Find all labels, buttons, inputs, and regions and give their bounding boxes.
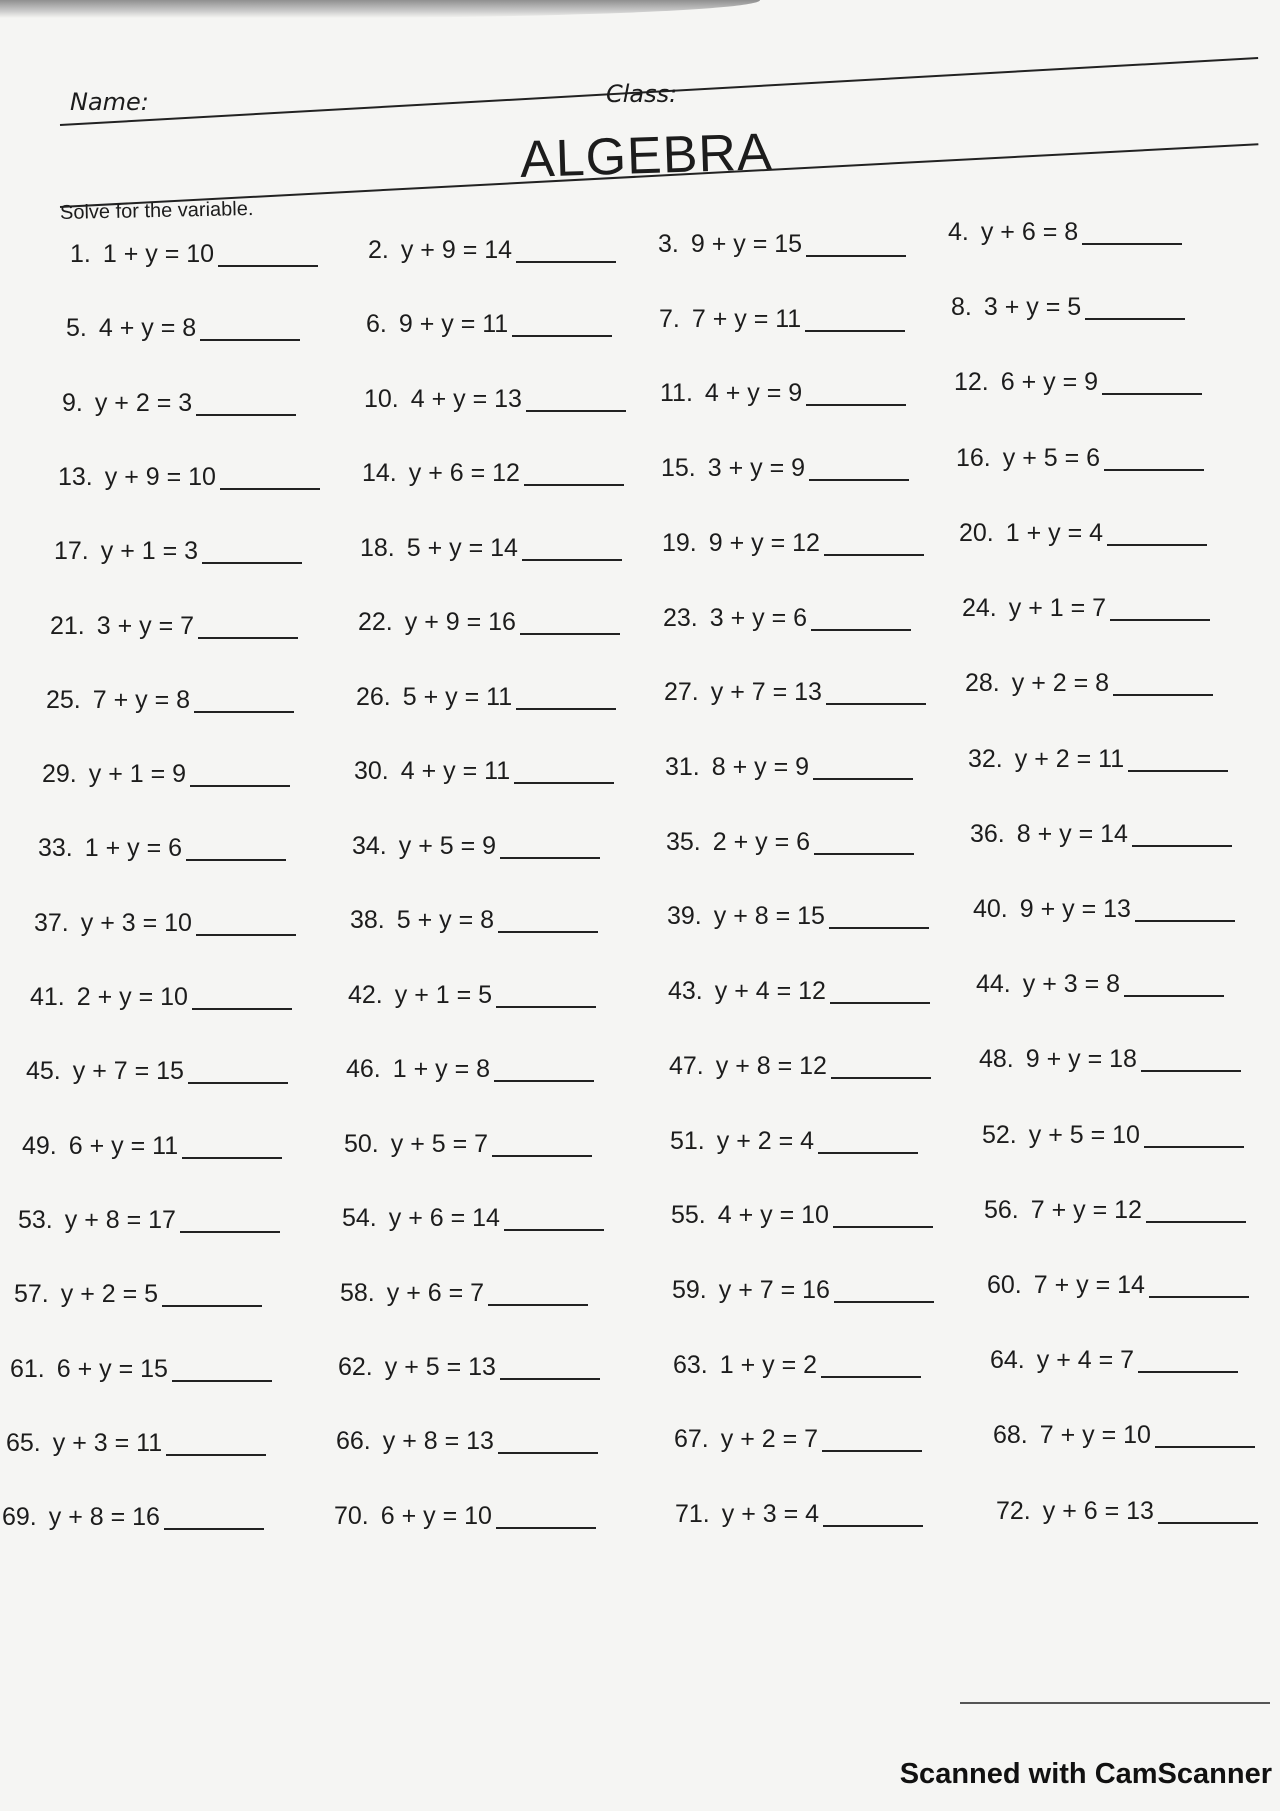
problem-equation: 9 + y = 13 (1019, 895, 1131, 923)
problem-equation: 3 + y = 5 (983, 293, 1082, 321)
answer-blank[interactable] (496, 1527, 596, 1529)
problem-equation: 7 + y = 12 (1030, 1196, 1142, 1224)
answer-blank[interactable] (806, 404, 906, 406)
camscanner-watermark: Scanned with CamScanner (899, 1758, 1272, 1790)
answer-blank[interactable] (180, 1231, 280, 1233)
problem-number: 24. (962, 594, 997, 622)
answer-blank[interactable] (186, 859, 286, 861)
problem-equation: 1 + y = 8 (392, 1055, 491, 1083)
problem-50 (344, 1130, 592, 1159)
problem-48 (979, 1045, 1241, 1074)
problem-number: 9. (62, 389, 83, 417)
problem-18 (360, 534, 622, 563)
problem-38 (350, 906, 598, 935)
problem-number: 71. (675, 1500, 710, 1528)
problem-1 (70, 240, 318, 269)
answer-blank[interactable] (488, 1304, 588, 1306)
problem-equation: y + 4 = 12 (714, 977, 826, 1005)
problem-23 (663, 604, 911, 633)
problem-37 (34, 909, 296, 938)
problem-51 (670, 1127, 918, 1156)
problem-number: 18. (360, 534, 395, 562)
problem-equation: y + 8 = 16 (48, 1503, 160, 1531)
problem-number: 4. (948, 218, 969, 246)
problem-number: 44. (976, 970, 1011, 998)
problem-equation: y + 5 = 6 (1002, 444, 1101, 472)
problem-63 (673, 1351, 921, 1380)
problem-number: 40. (973, 895, 1008, 923)
instructions: Solve for the variable. (59, 197, 254, 224)
answer-blank[interactable] (512, 335, 612, 337)
problem-equation: y + 9 = 16 (404, 608, 516, 636)
answer-blank[interactable] (520, 633, 620, 635)
problem-28 (965, 669, 1213, 698)
answer-blank[interactable] (1135, 920, 1235, 922)
problem-number: 5. (66, 314, 87, 342)
problem-21 (50, 612, 298, 641)
problem-number: 39. (667, 902, 702, 930)
problem-equation: y + 6 = 12 (408, 459, 520, 487)
problem-equation: y + 2 = 5 (60, 1280, 159, 1308)
problem-equation: 1 + y = 6 (84, 834, 183, 862)
answer-blank[interactable] (1149, 1296, 1249, 1298)
problem-number: 26. (356, 683, 391, 711)
problem-number: 6. (366, 310, 387, 338)
problem-number: 49. (22, 1132, 57, 1160)
problem-number: 63. (673, 1351, 708, 1379)
problem-24 (962, 594, 1210, 623)
problem-64 (990, 1346, 1238, 1375)
answer-blank[interactable] (526, 410, 626, 412)
problem-45 (26, 1057, 288, 1086)
answer-blank[interactable] (821, 1376, 921, 1378)
problem-equation: 6 + y = 11 (68, 1132, 179, 1160)
answer-blank[interactable] (516, 708, 616, 710)
problem-7 (659, 305, 905, 334)
problem-34 (352, 832, 600, 861)
answer-blank[interactable] (1128, 770, 1228, 772)
problem-equation: y + 5 = 10 (1028, 1121, 1140, 1149)
class-label: Class: (606, 80, 678, 108)
problem-equation: y + 6 = 13 (1042, 1497, 1154, 1525)
problem-number: 36. (970, 820, 1005, 848)
problem-number: 54. (342, 1204, 377, 1232)
problem-number: 2. (368, 236, 389, 264)
answer-blank[interactable] (805, 330, 905, 332)
problem-equation: y + 8 = 17 (64, 1206, 176, 1234)
problem-number: 67. (674, 1425, 709, 1453)
problem-9 (62, 389, 296, 418)
problem-equation: y + 8 = 15 (713, 902, 825, 930)
problem-equation: 2 + y = 10 (76, 983, 188, 1011)
problem-number: 31. (665, 753, 700, 781)
problem-number: 48. (979, 1045, 1014, 1073)
problem-equation: y + 1 = 5 (394, 981, 493, 1009)
problem-equation: y + 2 = 11 (1014, 745, 1125, 773)
problem-equation: 4 + y = 8 (98, 314, 197, 342)
problem-22 (358, 608, 620, 637)
problem-number: 45. (26, 1057, 61, 1085)
problem-equation: 1 + y = 2 (719, 1351, 818, 1379)
problem-46 (346, 1055, 594, 1084)
problem-equation: 3 + y = 9 (707, 454, 806, 482)
problem-equation: 7 + y = 11 (691, 305, 802, 333)
problem-number: 13. (58, 463, 93, 491)
problem-equation: y + 4 = 7 (1036, 1346, 1135, 1374)
answer-blank[interactable] (1141, 1070, 1241, 1072)
problem-68 (993, 1421, 1255, 1450)
problem-number: 66. (336, 1427, 371, 1455)
problem-number: 72. (996, 1497, 1031, 1525)
problem-equation: y + 1 = 3 (100, 537, 199, 565)
problem-number: 55. (671, 1201, 706, 1229)
problem-number: 23. (663, 604, 698, 632)
problem-equation: 9 + y = 18 (1025, 1045, 1137, 1073)
answer-blank[interactable] (1155, 1446, 1255, 1448)
problem-equation: 7 + y = 8 (92, 686, 191, 714)
problem-20 (959, 519, 1207, 548)
problem-67 (674, 1425, 922, 1454)
problem-number: 51. (670, 1127, 705, 1155)
problem-equation: 3 + y = 6 (709, 604, 808, 632)
problem-62 (338, 1353, 600, 1382)
problem-number: 3. (658, 230, 679, 258)
problem-56 (984, 1196, 1246, 1225)
problem-number: 69. (2, 1503, 37, 1531)
footer-line (960, 1702, 1270, 1704)
problem-number: 34. (352, 832, 387, 860)
problem-54 (342, 1204, 604, 1233)
problem-8 (951, 293, 1185, 322)
answer-blank[interactable] (830, 1002, 930, 1004)
problem-equation: y + 3 = 10 (80, 909, 192, 937)
problem-equation: y + 2 = 4 (716, 1127, 815, 1155)
problem-number: 35. (666, 828, 701, 856)
problem-31 (665, 753, 913, 782)
problem-number: 8. (951, 293, 972, 321)
problem-number: 20. (959, 519, 994, 547)
answer-blank[interactable] (814, 853, 914, 855)
problem-number: 25. (46, 686, 81, 714)
problem-equation: 3 + y = 7 (96, 612, 195, 640)
answer-blank[interactable] (498, 931, 598, 933)
answer-blank[interactable] (1104, 469, 1204, 471)
answer-blank[interactable] (496, 1006, 596, 1008)
problem-58 (340, 1279, 588, 1308)
problem-equation: 6 + y = 15 (56, 1355, 168, 1383)
answer-blank[interactable] (1113, 694, 1213, 696)
problem-42 (348, 981, 596, 1010)
answer-blank[interactable] (1132, 845, 1232, 847)
answer-blank[interactable] (220, 488, 320, 490)
answer-blank[interactable] (522, 559, 622, 561)
problem-40 (973, 895, 1235, 924)
problem-number: 59. (672, 1276, 707, 1304)
problem-number: 37. (34, 909, 69, 937)
problem-70 (334, 1502, 596, 1531)
answer-blank[interactable] (829, 927, 929, 929)
problem-57 (14, 1280, 262, 1309)
problem-equation: y + 7 = 15 (72, 1057, 184, 1085)
answer-blank[interactable] (1085, 318, 1185, 320)
problem-number: 7. (659, 305, 680, 333)
answer-blank[interactable] (500, 857, 600, 859)
problem-equation: 2 + y = 6 (712, 828, 811, 856)
problem-number: 12. (954, 368, 989, 396)
problem-number: 11. (660, 379, 693, 407)
answer-blank[interactable] (524, 484, 624, 486)
problem-number: 47. (669, 1052, 704, 1080)
problem-equation: y + 9 = 10 (104, 463, 216, 491)
problem-33 (38, 834, 286, 863)
problem-equation: y + 1 = 9 (88, 760, 187, 788)
answer-blank[interactable] (200, 339, 300, 341)
problem-equation: 4 + y = 9 (704, 379, 803, 407)
problem-35 (666, 828, 914, 857)
problem-43 (668, 977, 930, 1006)
answer-blank[interactable] (182, 1157, 282, 1159)
problem-4 (948, 218, 1182, 247)
answer-blank[interactable] (834, 1301, 934, 1303)
problem-equation: y + 7 = 13 (710, 678, 822, 706)
answer-blank[interactable] (516, 261, 616, 263)
answer-blank[interactable] (494, 1080, 594, 1082)
problem-equation: 1 + y = 10 (102, 240, 215, 268)
problem-number: 21. (50, 612, 85, 640)
problem-equation: y + 3 = 8 (1022, 970, 1121, 998)
problem-equation: 8 + y = 14 (1016, 820, 1128, 848)
problem-equation: y + 5 = 13 (384, 1353, 496, 1381)
problem-number: 29. (42, 760, 77, 788)
answer-blank[interactable] (1124, 995, 1224, 997)
problem-equation: 4 + y = 10 (717, 1201, 829, 1229)
problem-39 (667, 902, 929, 931)
problem-equation: y + 3 = 11 (52, 1429, 163, 1457)
problem-15 (661, 454, 909, 483)
problem-number: 19. (662, 529, 697, 557)
problem-3 (658, 230, 906, 259)
answer-blank[interactable] (1138, 1371, 1238, 1373)
problem-number: 56. (984, 1196, 1019, 1224)
problem-30 (354, 757, 614, 786)
problem-equation: y + 2 = 3 (94, 389, 193, 417)
problem-number: 16. (956, 444, 991, 472)
problem-number: 14. (362, 459, 397, 487)
problem-10 (364, 385, 626, 414)
problem-49 (22, 1132, 282, 1161)
answer-blank[interactable] (833, 1226, 933, 1228)
problem-equation: y + 7 = 16 (718, 1276, 830, 1304)
answer-blank[interactable] (196, 934, 296, 936)
answer-blank[interactable] (172, 1380, 272, 1382)
problem-number: 17. (54, 537, 89, 565)
problem-equation: 9 + y = 11 (398, 310, 509, 338)
problem-41 (30, 983, 292, 1012)
answer-blank[interactable] (164, 1528, 264, 1530)
problem-number: 68. (993, 1421, 1028, 1449)
problem-equation: y + 3 = 4 (721, 1500, 820, 1528)
answer-blank[interactable] (811, 629, 911, 631)
problem-number: 33. (38, 834, 73, 862)
problem-equation: y + 5 = 7 (390, 1130, 489, 1158)
answer-blank[interactable] (826, 703, 926, 705)
problem-47 (669, 1052, 931, 1081)
problem-19 (662, 529, 924, 558)
problem-13 (58, 463, 320, 492)
problem-55 (671, 1201, 933, 1230)
answer-blank[interactable] (188, 1082, 288, 1084)
problem-number: 52. (982, 1121, 1017, 1149)
problem-equation: 5 + y = 11 (402, 683, 513, 711)
problem-number: 30. (354, 757, 389, 785)
name-label: Name: (70, 88, 149, 116)
problem-59 (672, 1276, 934, 1305)
problem-equation: y + 1 = 7 (1008, 594, 1107, 622)
problem-number: 46. (346, 1055, 381, 1083)
answer-blank[interactable] (1107, 544, 1207, 546)
answer-blank[interactable] (813, 778, 913, 780)
answer-blank[interactable] (498, 1452, 598, 1454)
problem-equation: y + 2 = 8 (1011, 669, 1110, 697)
problem-number: 22. (358, 608, 393, 636)
problem-2 (368, 236, 616, 265)
problem-equation: 7 + y = 14 (1033, 1271, 1145, 1299)
problem-number: 41. (30, 983, 65, 1011)
problem-number: 53. (18, 1206, 53, 1234)
answer-blank[interactable] (831, 1077, 931, 1079)
answer-blank[interactable] (202, 562, 302, 564)
problem-number: 64. (990, 1346, 1025, 1374)
page-title: ALGEBRA (519, 123, 774, 189)
answer-blank[interactable] (806, 255, 906, 257)
problem-60 (987, 1271, 1249, 1300)
problem-equation: 4 + y = 13 (410, 385, 522, 413)
answer-blank[interactable] (1082, 243, 1182, 245)
answer-blank[interactable] (514, 782, 614, 784)
problem-number: 57. (14, 1280, 49, 1308)
problem-equation: y + 2 = 7 (720, 1425, 819, 1453)
answer-blank[interactable] (1158, 1522, 1258, 1524)
problem-16 (956, 444, 1204, 473)
answer-blank[interactable] (196, 414, 296, 416)
problem-equation: 1 + y = 4 (1005, 519, 1104, 547)
answer-blank[interactable] (162, 1305, 262, 1307)
answer-blank[interactable] (492, 1155, 592, 1157)
problem-equation: 7 + y = 10 (1039, 1421, 1151, 1449)
answer-blank[interactable] (1102, 393, 1202, 395)
problem-number: 61. (10, 1355, 45, 1383)
problem-number: 70. (334, 1502, 369, 1530)
problem-number: 1. (70, 240, 91, 268)
problem-number: 15. (661, 454, 696, 482)
answer-blank[interactable] (194, 711, 294, 713)
problem-equation: y + 8 = 12 (715, 1052, 827, 1080)
problem-44 (976, 970, 1224, 999)
problem-equation: y + 6 = 14 (388, 1204, 500, 1232)
problem-29 (42, 760, 290, 789)
problem-11 (660, 379, 906, 408)
answer-blank[interactable] (198, 637, 298, 639)
problem-53 (18, 1206, 280, 1235)
problem-36 (970, 820, 1232, 849)
problem-number: 60. (987, 1271, 1022, 1299)
problem-27 (664, 678, 926, 707)
problem-number: 43. (668, 977, 703, 1005)
problem-equation: 8 + y = 9 (711, 753, 810, 781)
problem-number: 62. (338, 1353, 373, 1381)
answer-blank[interactable] (1144, 1146, 1244, 1148)
page-edge-shadow (0, 0, 760, 18)
problem-equation: y + 5 = 9 (398, 832, 497, 860)
problem-number: 38. (350, 906, 385, 934)
problem-number: 27. (664, 678, 699, 706)
problem-number: 10. (364, 385, 399, 413)
answer-blank[interactable] (824, 554, 924, 556)
problem-number: 58. (340, 1279, 375, 1307)
answer-blank[interactable] (500, 1378, 600, 1380)
answer-blank[interactable] (823, 1525, 923, 1527)
problem-72 (996, 1497, 1258, 1526)
problem-25 (46, 686, 294, 715)
answer-blank[interactable] (166, 1454, 266, 1456)
answer-blank[interactable] (822, 1450, 922, 1452)
problem-number: 65. (6, 1429, 41, 1457)
answer-blank[interactable] (192, 1008, 292, 1010)
problem-equation: 6 + y = 10 (380, 1502, 492, 1530)
problem-equation: y + 8 = 13 (382, 1427, 494, 1455)
problem-6 (366, 310, 612, 339)
problem-equation: 9 + y = 12 (708, 529, 820, 557)
answer-blank[interactable] (190, 785, 290, 787)
problem-equation: 5 + y = 8 (396, 906, 495, 934)
problem-number: 50. (344, 1130, 379, 1158)
problem-5 (66, 314, 300, 343)
problem-equation: y + 6 = 7 (386, 1279, 485, 1307)
answer-blank[interactable] (1110, 619, 1210, 621)
answer-blank[interactable] (1146, 1221, 1246, 1223)
answer-blank[interactable] (218, 265, 318, 267)
problem-32 (968, 745, 1228, 774)
problem-66 (336, 1427, 598, 1456)
problem-equation: 5 + y = 14 (406, 534, 518, 562)
problem-number: 42. (348, 981, 383, 1009)
problem-26 (356, 683, 616, 712)
answer-blank[interactable] (809, 479, 909, 481)
problem-12 (954, 368, 1202, 397)
problem-equation: 6 + y = 9 (1000, 368, 1099, 396)
problem-14 (362, 459, 624, 488)
problem-61 (10, 1355, 272, 1384)
problem-number: 32. (968, 745, 1003, 773)
problem-equation: y + 9 = 14 (400, 236, 513, 264)
problem-equation: 4 + y = 11 (400, 757, 511, 785)
problem-17 (54, 537, 302, 566)
problem-52 (982, 1121, 1244, 1150)
answer-blank[interactable] (818, 1152, 918, 1154)
problem-equation: y + 6 = 8 (980, 218, 1079, 246)
problem-69 (2, 1503, 264, 1532)
problem-71 (675, 1500, 923, 1529)
answer-blank[interactable] (504, 1229, 604, 1231)
problem-number: 28. (965, 669, 1000, 697)
problem-65 (6, 1429, 266, 1458)
problem-equation: 9 + y = 15 (690, 230, 803, 258)
